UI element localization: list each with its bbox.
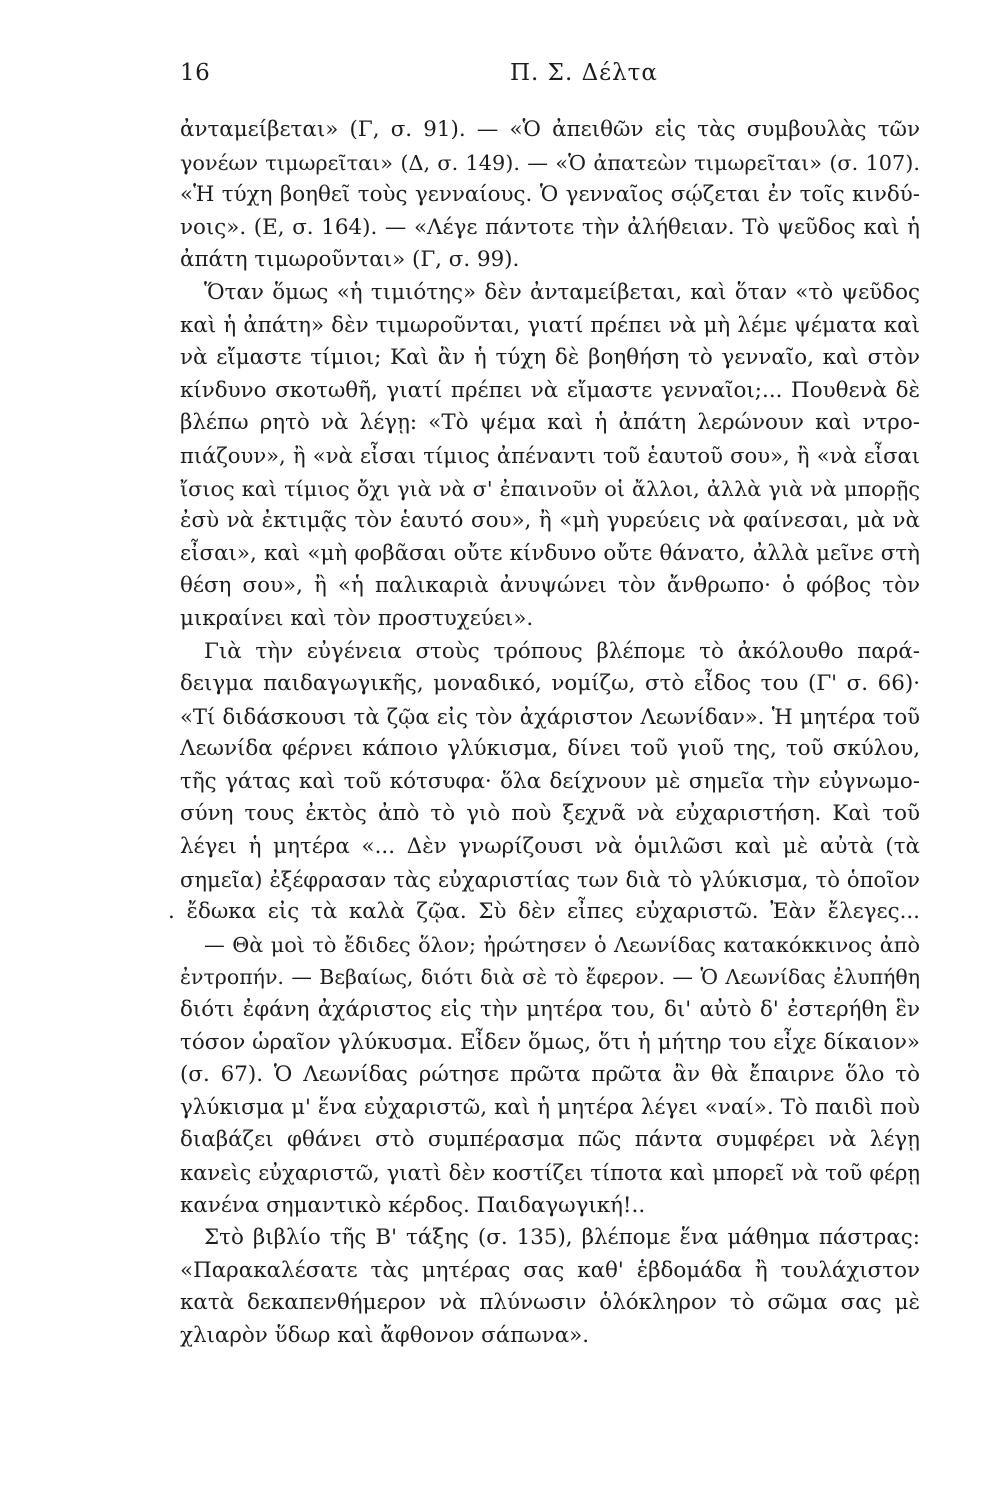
text-line: εἶσαι», καὶ «μὴ φοβᾶσαι οὔτε κίνδυνο οὔτε θάνατο, ἀλλὰ μεῖνε στὴ — [180, 540, 920, 566]
text-line: ἐντροπήν. — Βεβαίως, διότι διὰ σὲ τὸ ἔφερον. — Ὁ Λεωνίδας ἐλυπήθη — [180, 965, 920, 990]
text-line: Γιὰ τὴν εὐγένεια στοὺς τρόπους βλέπομε τὸ ἀκόλουθο παρά- — [204, 638, 920, 664]
text-line: καὶ ἡ ἀπάτη» δὲν τιμωροῦνται, γιατί πρέπει νὰ μὴ λέμε ψέματα καὶ — [180, 312, 920, 338]
text-line: σύνη τους ἐκτὸς ἀπὸ τὸ γιὸ ποὺ ξεχνᾶ νὰ εὐχαριστήση. Καὶ τοῦ — [180, 801, 920, 827]
text-line: ἐσὺ νὰ ἐκτιμᾷς τὸν ἑαυτό σου», ἢ «μὴ γυρεύεις νὰ φαίνεσαι, μὰ νὰ — [180, 508, 920, 534]
text-line: τῆς γάτας καὶ τοῦ κότσυφα· ὅλα δείχνουν μὲ σημεῖα τὴν εὐγνωμο- — [180, 768, 920, 794]
text-line: διότι ἐφάνη ἀχάριστος εἰς τὴν μητέρα του, δι' αὐτὸ δ' ἐστερήθη ἓν — [180, 997, 920, 1023]
body-text — [168, 114, 920, 1353]
text-line: ἴσιος καὶ τίμιος ὄχι γιὰ νὰ σ' ἐπαινοῦν οἱ ἄλλοι, ἀλλὰ γιὰ νὰ μπορῇς — [180, 476, 920, 501]
text-line: Στὸ βιβλίο τῆς Β' τάξης (σ. 135), βλέπομε ἕνα μάθημα πάστρας: — [204, 1225, 920, 1251]
text-line: τόσον ὡραῖον γλύκυσμα. Εἶδεν ὅμως, ὅτι ἡ μήτηρ του εἶχε δίκαιον» — [180, 1029, 920, 1055]
text-line: Ὅταν ὅμως «ἡ τιμιότης» δὲν ἀνταμείβεται, καὶ ὅταν «τὸ ψεῦδος — [204, 279, 920, 305]
text-line: κανεὶς εὐχαριστῶ, γιατὶ δὲν κοστίζει τίποτα καὶ μπορεῖ νὰ τοῦ φέρῃ — [180, 1160, 920, 1185]
text-line: θέση σου», ἢ «ἡ παλικαριὰ ἀνυψώνει τὸν ἄνθρωπο· ὁ φόβος τὸν — [180, 573, 920, 599]
page-number: 16 — [180, 60, 211, 86]
text-line: . ἔδωκα εἰς τὰ καλὰ ζῷα. Σὺ δὲν εἶπες εὐχαριστῶ. Ἐὰν ἔλεγες... — [168, 899, 920, 925]
text-line: — Θὰ μοὶ τὸ ἔδιδες ὅλον; ἠρώτησεν ὁ Λεωνίδας κατακόκκινος ἀπὸ — [204, 932, 920, 957]
page-header — [180, 60, 920, 100]
text-line: γονέων τιμωρεῖται» (Δ, σ. 149). — «Ὁ ἀπατεὼν τιμωρεῖται» (σ. 107). — [180, 150, 920, 175]
text-line: δειγμα παιδαγωγικῆς, μοναδικό, νομίζω, στὸ εἶδος του (Γ' σ. 66)· — [180, 671, 920, 697]
text-line: «Τί διδάσκουσι τὰ ζῷα εἰς τὸν ἀχάριστον Λεωνίδαν». Ἡ μητέρα τοῦ — [180, 703, 920, 729]
text-line: μικραίνει καὶ τὸν προστυχεύει». — [180, 605, 534, 631]
text-line: κανένα σημαντικὸ κέρδος. Παιδαγωγική!.. — [180, 1192, 646, 1218]
text-line: λέγει ἡ μητέρα «... Δὲν γνωρίζουσι νὰ ὁμιλῶσι καὶ μὲ αὐτὰ (τὰ — [180, 834, 920, 860]
text-line: Λεωνίδα φέρνει κάποιο γλύκισμα, δίνει τοῦ γιοῦ της, τοῦ σκύλου, — [180, 736, 920, 762]
text-line: κίνδυνο σκοτωθῆ, γιατί πρέπει νὰ εἴμαστε γενναῖοι;... Πουθενὰ δὲ — [180, 377, 920, 403]
text-line: διαβάζει φθάνει στὸ συμπέρασμα πῶς πάντα συμφέρει νὰ λέγῃ — [180, 1127, 920, 1153]
text-line: ἀπάτη τιμωροῦνται» (Γ, σ. 99). — [180, 247, 520, 273]
text-line: γλύκισμα μ' ἕνα εὐχαριστῶ, καὶ ἡ μητέρα λέγει «ναί». Τὸ παιδὶ ποὺ — [180, 1094, 920, 1120]
text-line: κατὰ δεκαπενθήμερον νὰ πλύνωσιν ὁλόκληρον τὸ σῶμα σας μὲ — [180, 1290, 920, 1316]
text-line: πιάζουν», ἢ «νὰ εἶσαι τίμιος ἀπέναντι τοῦ ἑαυτοῦ σου», ἢ «νὰ εἶσαι — [180, 442, 920, 468]
text-line: (σ. 67). Ὁ Λεωνίδας ρώτησε πρῶτα πρῶτα ἂν θὰ ἔπαιρνε ὅλο τὸ — [180, 1062, 920, 1088]
text-line: ἀνταμείβεται» (Γ, σ. 91). — «Ὁ ἀπειθῶν εἰς τὰς συμβουλὰς τῶν — [180, 117, 920, 142]
text-line: σημεῖα) ἐξέφρασαν τὰς εὐχαριστίας των διὰ τὸ γλύκισμα, τὸ ὁποῖον — [180, 866, 920, 892]
running-title: Π. Σ. Δέλτα — [510, 60, 658, 86]
text-line: «Παρακαλέσατε τὰς μητέρας σας καθ' ἑβδομάδα ἢ τουλάχιστον — [180, 1257, 920, 1283]
text-line: βλέπω ρητὸ νὰ λέγῃ: «Τὸ ψέμα καὶ ἡ ἀπάτη λερώνουν καὶ ντρο- — [180, 410, 920, 436]
text-line: χλιαρὸν ὕδωρ καὶ ἄφθονον σάπωνα». — [180, 1322, 590, 1348]
text-line: νοις». (Ε, σ. 164). — «Λέγε πάντοτε τὴν ἀλήθειαν. Τὸ ψεῦδος καὶ ἡ — [180, 214, 920, 240]
text-line: νὰ εἴμαστε τίμιοι; Καὶ ἂν ἡ τύχη δὲ βοηθήση τὸ γενναῖο, καὶ στὸν — [180, 345, 920, 371]
text-line: «Ἡ τύχη βοηθεῖ τοὺς γενναίους. Ὁ γενναῖος σῴζεται ἐν τοῖς κινδύ- — [180, 182, 920, 208]
